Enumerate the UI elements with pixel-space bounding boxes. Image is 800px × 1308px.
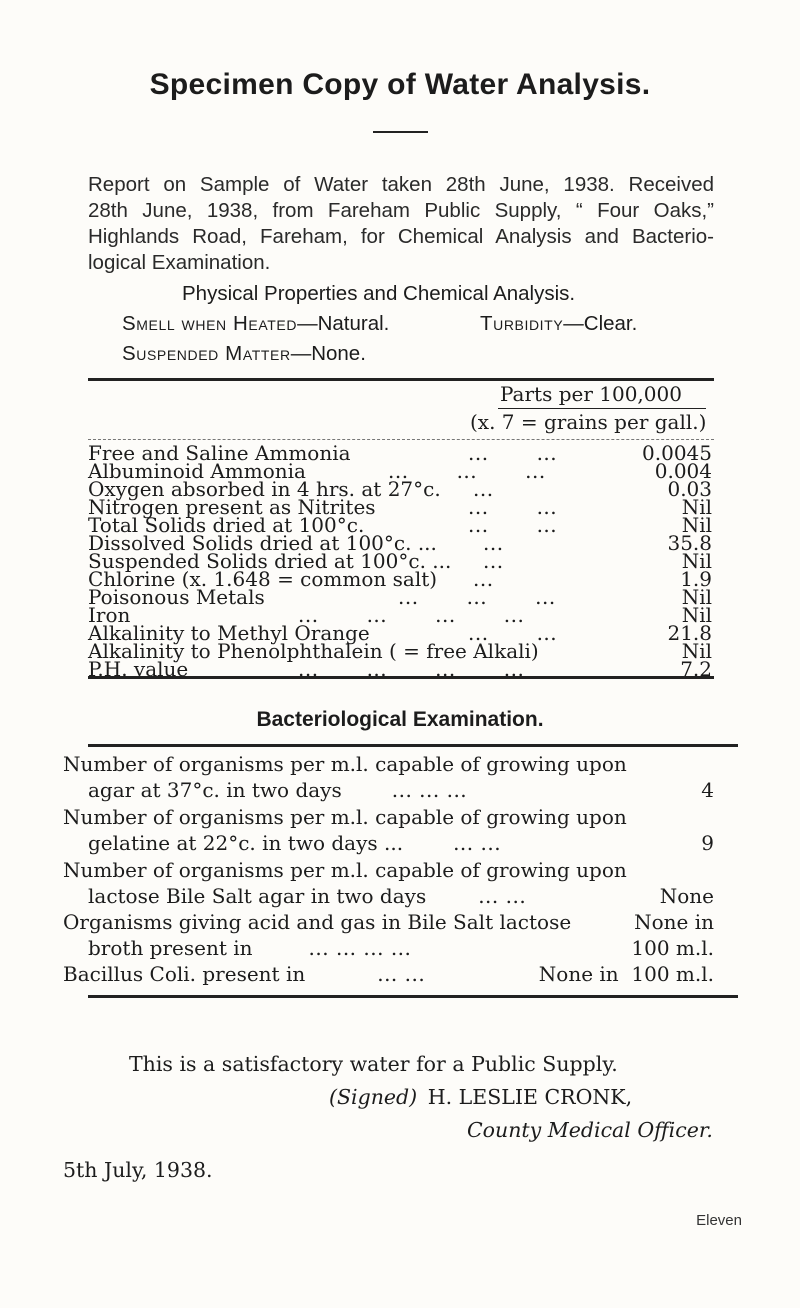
- unit-header-rule: [498, 408, 706, 409]
- report-paragraph: [88, 172, 714, 276]
- coli-value: None in 100 m.l.: [538, 962, 714, 986]
- row-label: Oxygen absorbed in 4 hrs. at 27°c.: [88, 477, 441, 501]
- bact-top-rule: [88, 744, 738, 747]
- signer-role: County Medical Officer.: [467, 1118, 713, 1142]
- lactose-value: None: [659, 884, 714, 908]
- row-label: Iron: [88, 603, 131, 627]
- row-value: 7.2: [680, 657, 712, 681]
- report-line: 28th June, 1938, from Fareham Public Supply, “ Four Oaks,”: [88, 199, 714, 222]
- row-value: Nil: [681, 549, 712, 573]
- row-value: Nil: [681, 603, 712, 627]
- agar-dots: ... ... ...: [391, 778, 468, 802]
- coli-line: [63, 962, 425, 986]
- row-label: Nitrogen present as Nitrites: [88, 495, 376, 519]
- smell-value: —Natural.: [297, 312, 390, 335]
- lactose-dots: ... ...: [478, 884, 527, 908]
- table-top-rule: [88, 378, 714, 381]
- row-dots: ... ...: [468, 441, 558, 465]
- row-dots: ...: [473, 567, 494, 591]
- row-dots: ... ... ...: [398, 585, 556, 609]
- unit-note: (x. 7 = grains per gall.): [470, 410, 707, 434]
- unit-header: Parts per 100,000: [500, 382, 682, 406]
- row-label: Poisonous Metals: [88, 585, 265, 609]
- suspended-line: [122, 342, 366, 366]
- row-dots: ... ... ... ...: [298, 603, 525, 627]
- title-rule: [373, 131, 428, 133]
- agar-label: agar at 37°c. in two days: [88, 778, 342, 802]
- row-value: Nil: [681, 585, 712, 609]
- report-date: 5th July, 1938.: [63, 1158, 213, 1182]
- signed-label: (Signed): [329, 1085, 418, 1109]
- row-dots: ...: [473, 477, 494, 501]
- row-value: Nil: [681, 639, 712, 663]
- lactose-label: lactose Bile Salt agar in two days: [88, 884, 427, 908]
- row-label: Chlorine (x. 1.648 = common salt): [88, 567, 438, 591]
- row-dots: ... ...: [468, 621, 558, 645]
- turbidity-value: —Clear.: [563, 312, 638, 335]
- turbidity-line: [480, 312, 637, 336]
- row-dots: ... ... ...: [388, 459, 546, 483]
- row-value: Nil: [681, 513, 712, 537]
- gelatine-value: 9: [701, 831, 714, 855]
- row-value: Nil: [681, 495, 712, 519]
- lactose-line: Number of organisms per m.l. capable of growing upon: [63, 858, 627, 882]
- suspended-label: Suspended Matter: [122, 342, 291, 365]
- row-dots: ...: [483, 531, 504, 555]
- acid-gas-amount: 100 m.l.: [631, 936, 714, 960]
- suspended-value: —None.: [290, 342, 366, 365]
- page-title: Specimen Copy of Water Analysis.: [149, 68, 651, 101]
- table-bottom-rule: [88, 676, 714, 679]
- row-value: 0.0045: [642, 441, 712, 465]
- row-value: 0.03: [667, 477, 712, 501]
- gelatine-line-2: [88, 831, 501, 855]
- conclusion: This is a satisfactory water for a Public Supply.: [129, 1052, 618, 1076]
- row-dots: ... ...: [468, 495, 558, 519]
- gelatine-line: Number of organisms per m.l. capable of growing upon: [63, 805, 627, 829]
- page-number: Eleven: [696, 1212, 742, 1229]
- table-header-rule: [88, 439, 714, 440]
- row-value: 21.8: [667, 621, 712, 645]
- row-label: P.H. value: [88, 657, 189, 681]
- gelatine-dots: ... ...: [453, 831, 502, 855]
- row-dots: ... ... ... ...: [298, 657, 525, 681]
- row-label: Suspended Solids dried at 100°c. ...: [88, 549, 452, 573]
- row-label: Free and Saline Ammonia: [88, 441, 351, 465]
- agar-line-2: [88, 778, 467, 802]
- physical-heading: Physical Properties and Chemical Analysis.: [182, 282, 576, 305]
- row-dots: ... ...: [468, 513, 558, 537]
- row-value: 35.8: [667, 531, 712, 555]
- acid-gas-dots: ... ... ... ...: [308, 936, 412, 960]
- report-line: Report on Sample of Water taken 28th June, 1938. Received: [88, 173, 714, 196]
- acid-gas-line: Organisms giving acid and gas in Bile Salt lactose: [63, 910, 572, 934]
- row-label: Albuminoid Ammonia: [88, 459, 306, 483]
- row-value: 0.004: [654, 459, 712, 483]
- row-value: 1.9: [680, 567, 712, 591]
- agar-value: 4: [701, 778, 714, 802]
- bact-bottom-rule: [88, 995, 738, 998]
- bacteriological-heading: Bacteriological Examination.: [256, 708, 544, 731]
- row-label: Dissolved Solids dried at 100°c. ...: [88, 531, 437, 555]
- coli-dots: ... ...: [377, 962, 426, 986]
- acid-gas-line-2: [88, 936, 411, 960]
- report-line: Highlands Road, Fareham, for Chemical Analysis and Bacterio-: [88, 225, 714, 248]
- row-label: Total Solids dried at 100°c.: [88, 513, 365, 537]
- signer-name: H. LESLIE CRONK,: [427, 1085, 633, 1109]
- signature-line: [329, 1085, 632, 1109]
- report-line: logical Examination.: [88, 251, 271, 274]
- lactose-line-2: [88, 884, 526, 908]
- row-dots: ...: [483, 549, 504, 573]
- agar-line: Number of organisms per m.l. capable of growing upon: [63, 752, 627, 776]
- row-label: Alkalinity to Methyl Orange: [88, 621, 370, 645]
- turbidity-label: Turbidity: [480, 312, 564, 335]
- row-label: Alkalinity to Phenolphthalein ( = free Alkali): [88, 639, 539, 663]
- smell-line: [122, 312, 389, 336]
- smell-label: Smell when Heated: [122, 312, 298, 335]
- coli-label: Bacillus Coli. present in: [63, 962, 306, 986]
- acid-gas-value: None in: [634, 910, 714, 934]
- gelatine-label: gelatine at 22°c. in two days ...: [88, 831, 404, 855]
- acid-gas-label: broth present in: [88, 936, 253, 960]
